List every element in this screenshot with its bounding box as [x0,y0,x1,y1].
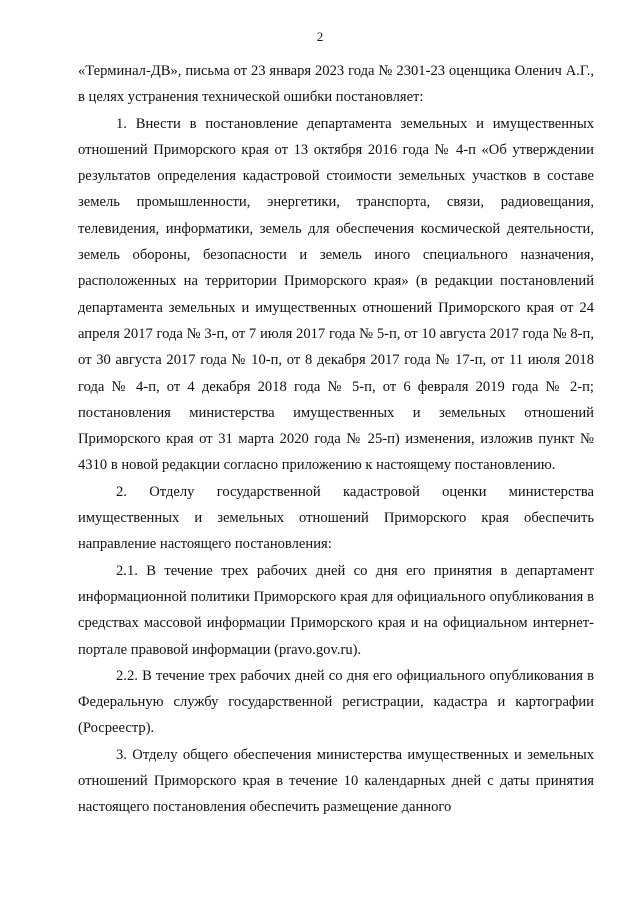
paragraph-item-2-2: 2.2. В течение трех рабочих дней со дня его официального опубликования в Федеральную службу государственной регистрации, кадастра и картографии (Росреестр). [78,667,594,737]
page-number: 2 [316,29,324,44]
document-body [78,58,594,821]
paragraph-item-2: 2. Отделу государственной кадастровой оценки министерства имущественных и земельных отношений Приморского края обеспечить направление настоящего постановления: [78,483,594,553]
paragraph-item-3: 3. Отделу общего обеспечения министерства имущественных и земельных отношений Приморского края в течение 10 календарных дней с даты принятия настоящего постановления обеспечить размещение данного [78,746,594,816]
paragraph-item-1: 1. Внести в постановление департамента земельных и имущественных отношений Приморского края от 13 октября 2016 года № 4-п «Об утверждении результатов определения кадастровой стоимости земельных участков в составе земель промышленности, энергетики, транспорта, связи, радиовещания, телевидения, информатики, земель для обеспечения космической деятельности, земель обороны, безопасности и земель иного специального назначения, расположенных на территории Приморского края» (в редакции постановлений департамента земельных и имущественных отношений Приморского края от 24 апреля 2017 года № 3-п, от 7 июля 2017 года № 5-п, от 10 августа 2017 года № 8-п, от 30 августа 2017 года № 10-п, от 8 декабря 2017 года № 17-п, от 11 июля 2018 года № 4-п, от 4 декабря 2018 года № 5-п, от 6 февраля 2019 года № 2-п; постановления министерства имущественных и земельных отношений Приморского края от 31 марта 2020 года № 25-п) изменения, изложив пункт № 4310 в новой редакции согласно приложению к настоящему постановлению. [78,115,594,474]
paragraph-item-2-1: 2.1. В течение трех рабочих дней со дня его принятия в департамент информационной политики Приморского края для официального опубликования в средствах массовой информации Приморского края и на официальном интернет-портале правовой информации (pravo.gov.ru). [78,562,594,658]
paragraph-continuation: «Терминал-ДВ», письма от 23 января 2023 года № 2301-23 оценщика Оленич А.Г., в целях устранения технической ошибки постановляет: [78,63,594,106]
